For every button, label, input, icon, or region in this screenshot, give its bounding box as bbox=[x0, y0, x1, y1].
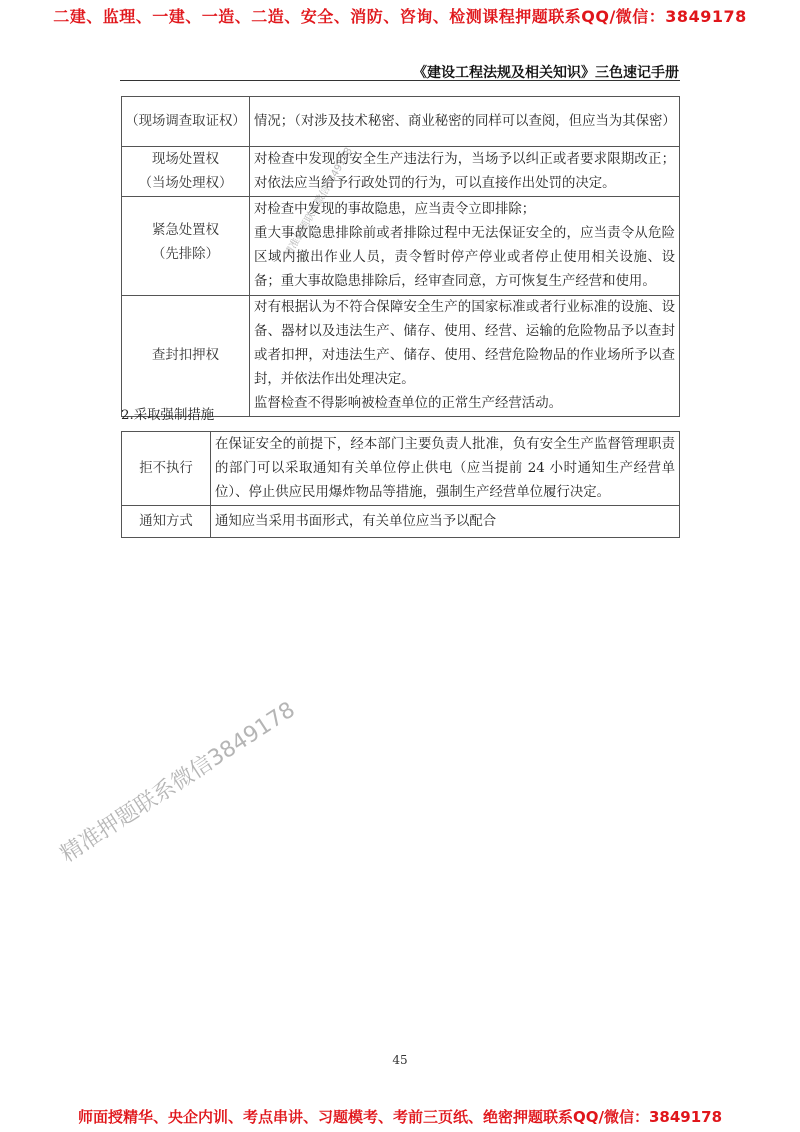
row-content: 通知应当采用书面形式，有关单位应当予以配合 bbox=[211, 506, 680, 538]
row-label: 通知方式 bbox=[122, 506, 211, 538]
supervision-powers-table bbox=[121, 96, 680, 417]
row-text: 对检查中发现的安全生产违法行为，当场予以纠正或者要求限期改正；对依法应当给予行政处罚的行为，可以直接作出处罚的决定。 bbox=[254, 151, 675, 191]
table-row bbox=[122, 147, 680, 197]
row-label-text: 现场处置权 bbox=[152, 151, 219, 167]
book-title: 《建设工程法规及相关知识》三色速记手册 bbox=[413, 65, 679, 81]
table-row bbox=[122, 432, 680, 506]
row-label bbox=[122, 147, 250, 197]
row-text: 监督检查不得影响被检查单位的正常生产经营活动。 bbox=[254, 396, 562, 411]
row-content: 在保证安全的前提下，经本部门主要负责人批准，负有安全生产监督管理职责的部门可以采取通知有关单位停止供电（应当提前 24 小时通知生产经营单位）、停止供应民用爆炸物品等措施，强制生产经营单位履行决定。 bbox=[211, 432, 680, 506]
row-label-subtext: （先排除） bbox=[152, 247, 219, 262]
row-label-text: 紧急处置权 bbox=[152, 223, 219, 238]
row-content bbox=[250, 296, 680, 417]
row-text: 对有根据认为不符合保障安全生产的国家标准或者行业标准的设施、设备、器材以及违法生产、储存、使用、经营、运输的危险物品予以查封或者扣押，对违法生产、储存、使用、经营危险物品的作业场所予以查封，并依法作出处理决定。 bbox=[254, 300, 675, 387]
header-divider bbox=[120, 80, 680, 81]
row-label: 拒不执行 bbox=[122, 432, 211, 506]
table-row bbox=[122, 296, 680, 417]
row-text: 对检查中发现的事故隐患，应当责令立即排除； bbox=[254, 202, 536, 217]
row-label bbox=[122, 97, 250, 147]
enforcement-measures-table bbox=[121, 431, 680, 538]
row-label bbox=[122, 296, 250, 417]
bottom-promo-banner: 师面授精华、央企内训、考点串讲、习题模考、考前三页纸、绝密押题联系QQ/微信：3849178 bbox=[77, 1108, 723, 1126]
row-content bbox=[250, 97, 680, 147]
row-label bbox=[122, 197, 250, 296]
table-row bbox=[122, 506, 680, 538]
row-content bbox=[250, 147, 680, 197]
row-text: 重大事故隐患排除前或者排除过程中无法保证安全的，应当责令从危险区域内撤出作业人员，责令暂时停产停业或者停止使用相关设施、设备；重大事故隐患排除后，经审查同意，方可恢复生产经营和使用。 bbox=[254, 226, 675, 289]
table-row bbox=[122, 97, 680, 147]
top-promo-banner: 二建、监理、一建、一造、二造、安全、消防、咨询、检测课程押题联系QQ/微信：3849178 bbox=[53, 7, 747, 26]
table-row bbox=[122, 197, 680, 296]
row-label-text: 查封扣押权 bbox=[152, 348, 219, 363]
section-heading: 2.采取强制措施 bbox=[121, 408, 215, 423]
watermark-small: 精准押题联系微信3849178 bbox=[282, 145, 355, 260]
page-number: 45 bbox=[392, 1053, 408, 1067]
row-label-text: （现场调查取证权） bbox=[125, 113, 246, 129]
row-label-subtext: （当场处理权） bbox=[138, 175, 233, 191]
watermark: 精准押题联系微信3849178 bbox=[56, 697, 300, 868]
row-text: 情况；（对涉及技术秘密、商业秘密的同样可以查阅，但应当为其保密） bbox=[254, 113, 676, 129]
